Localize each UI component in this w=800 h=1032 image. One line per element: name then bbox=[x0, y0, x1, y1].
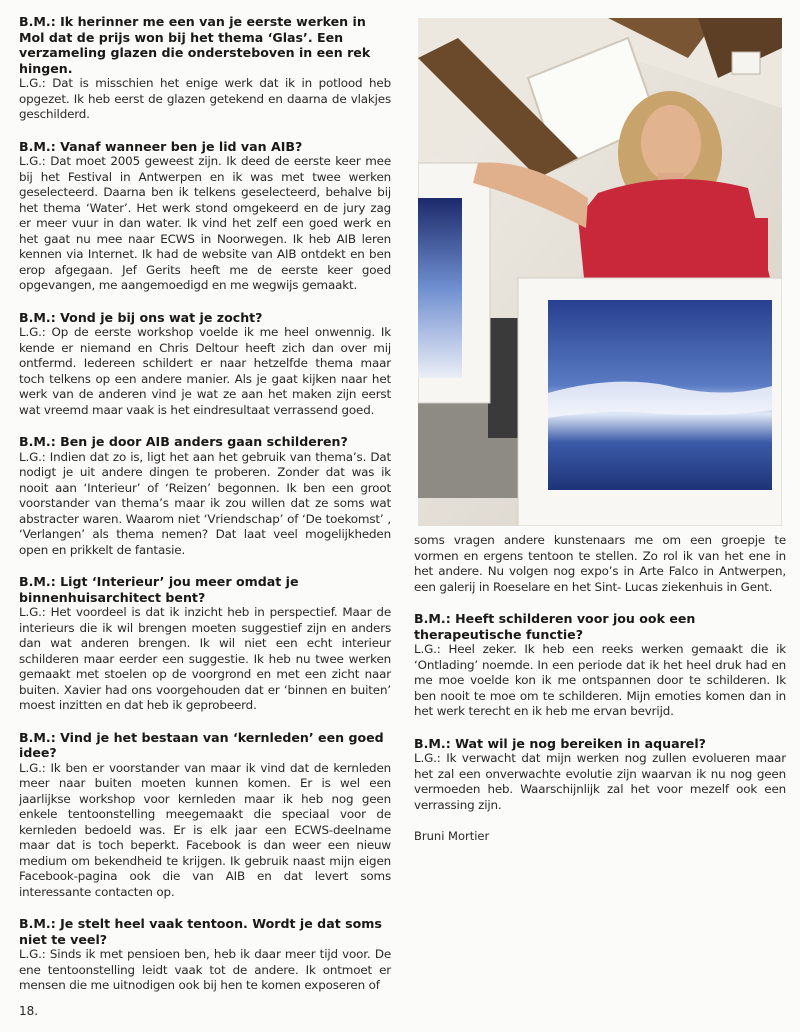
answer: L.G.: Heel zeker. Ik heb een reeks werken gemaakt die ik ‘Ontlading’ noemde. In een periode dat ik het heel druk had en me moe voelde kon ik me ontspannen door te schilderen. Ik ben nooit te moe om te schilderen. Mijn emoties komen dan in het werk terecht en ik heb me ervan bevrijd. bbox=[414, 642, 786, 718]
answer: L.G.: Dat is misschien het enige werk dat ik in potlood heb opgezet. Ik heb eerst de glazen getekend en daarna de vlakjes geschilderd. bbox=[19, 76, 391, 121]
qa-block bbox=[19, 434, 391, 558]
qa-block bbox=[19, 574, 391, 714]
qa-block bbox=[19, 310, 391, 419]
answer: L.G.: Sinds ik met pensioen ben, heb ik daar meer tijd voor. De ene tentoonstelling leidt vaak tot de andere. Ik ontmoet er mensen die me uitnodigen ook bij hen te komen exposeren of bbox=[19, 947, 391, 992]
page-number: 18. bbox=[19, 1004, 39, 1018]
answer: L.G.: Het voordeel is dat ik inzicht heb in perspectief. Maar de interieurs die ik wil brengen moeten suggestief zijn en anders dan wat anderen brengen. Ik wil niet een echt interieur schilderen maar eerder een suggestie. Ik heb nu twee werken gemaakt met stoelen op de voorgrond en met een zicht naar buiten. Xavier had ons voorgehouden dat er ‘binnen en buiten’ moest inzitten en dat heb ik geprobeerd. bbox=[19, 605, 391, 712]
question: B.M.: Ben je door AIB anders gaan schilderen? bbox=[19, 434, 348, 449]
qa-block bbox=[414, 736, 786, 814]
answer: L.G.: Dat moet 2005 geweest zijn. Ik deed de eerste keer mee bij het Festival in Antwerpen en ik was met twee werken geselecteerd. Daarna ben ik telkens geselecteerd, behalve bij het thema ‘Water’. Het werk stond omgekeerd en de jury zag er meer vuur in dan water. Ik vind het zelf een goed werk en het gaat nu mee naar ECWS in Noorwegen. Ik heb AIB leren kennen via Internet. Ik had de website van AIB ontdekt en ben erop afgegaan. Jef Gerits heeft me de eerste keer goed opgevangen, me aangemoedigd en me wegwijs gemaakt. bbox=[19, 154, 391, 292]
qa-block bbox=[19, 916, 391, 994]
question: B.M.: Ligt ‘Interieur’ jou meer omdat je binnenhuisarchitect bent? bbox=[19, 574, 299, 605]
continued-answer: soms vragen andere kunstenaars me om een groepje te vormen en ergens tentoon te stellen. Zo rol ik van het ene in het andere. Nu volgen nog expo’s in Arte Falco in Antwerpen, een galerij in Roeselare en het Sint- Lucas ziekenhuis in Gent. bbox=[414, 533, 786, 594]
left-column bbox=[19, 14, 391, 1010]
answer: L.G.: Op de eerste workshop voelde ik me heel onwennig. Ik kende er niemand en Chris Deltour heeft zich dan over mij ontfermd. Iedereen schildert er naar hetzelfde thema maar toch telkens op een andere manier. Als je gaat kijken naar het werk van de anderen vind je wat ze aan het maken zijn eerst wat vreemd maar vaak is het eindresultaat verrassend goed. bbox=[19, 325, 391, 417]
question: B.M.: Wat wil je nog bereiken in aquarel? bbox=[414, 735, 706, 751]
answer: L.G.: Ik ben er voorstander van maar ik vind dat de kernleden meer naar buiten moeten kunnen komen. Er is wel een jaarlijkse workshop voor kernleden maar ik heb nog geen enkele tentoonstelling meegemaakt die speciaal voor de kernleden bedoeld was. Er is elk jaar een ECWS-deelname maar dat is toch beperkt. Facebook is dan weer een nieuw medium om bekendheid te krijgen. Ik gebruik naast mijn eigen Facebook-pagina ook die van AIB en dat levert soms interessante contacten op. bbox=[19, 760, 391, 899]
right-column bbox=[414, 533, 786, 843]
question: B.M.: Vind je het bestaan van ‘kernleden’ een goed idee? bbox=[19, 729, 384, 760]
qa-block bbox=[19, 730, 391, 901]
author-signature: Bruni Mortier bbox=[414, 829, 490, 843]
qa-block bbox=[19, 14, 391, 123]
question: B.M.: Ik herinner me een van je eerste werken in Mol dat de prijs won bij het thema ‘Glas’. Een verzameling glazen die ondersteboven in een rek hingen. bbox=[19, 14, 371, 76]
question: B.M.: Vanaf wanneer ben je lid van AIB? bbox=[19, 138, 303, 154]
qa-block bbox=[19, 139, 391, 294]
question: B.M.: Vond je bij ons wat je zocht? bbox=[19, 309, 263, 325]
answer: L.G.: Indien dat zo is, ligt het aan het gebruik van thema’s. Dat nodigt je uit andere dingen te proberen. Zonder dat was ik nooit aan ‘Interieur’ of ‘Reizen’ begonnen. Ik ben een groot voorstander van thema’s maar ik zou willen dat ze soms wat abstracter waren. Waarom niet ‘Vriendschap’ of ‘De toekomst’ , ‘Verlangen’ als thema nemen? Dat laat veel mogelijkheden open en prikkelt de fantasie. bbox=[19, 449, 391, 557]
question: B.M.: Heeft schilderen voor jou ook een therapeutische functie? bbox=[414, 611, 696, 642]
qa-block bbox=[414, 611, 786, 720]
answer: L.G.: Ik verwacht dat mijn werken nog zullen evolueren maar het zal een onverwachte evolutie zijn waarvan ik nu nog geen vermoeden heb. Waarschijnlijk zal het voor mezelf ook een verrassing zijn. bbox=[414, 751, 786, 812]
artist-portrait-photo bbox=[418, 18, 782, 526]
question: B.M.: Je stelt heel vaak tentoon. Wordt je dat soms niet te veel? bbox=[19, 916, 382, 947]
